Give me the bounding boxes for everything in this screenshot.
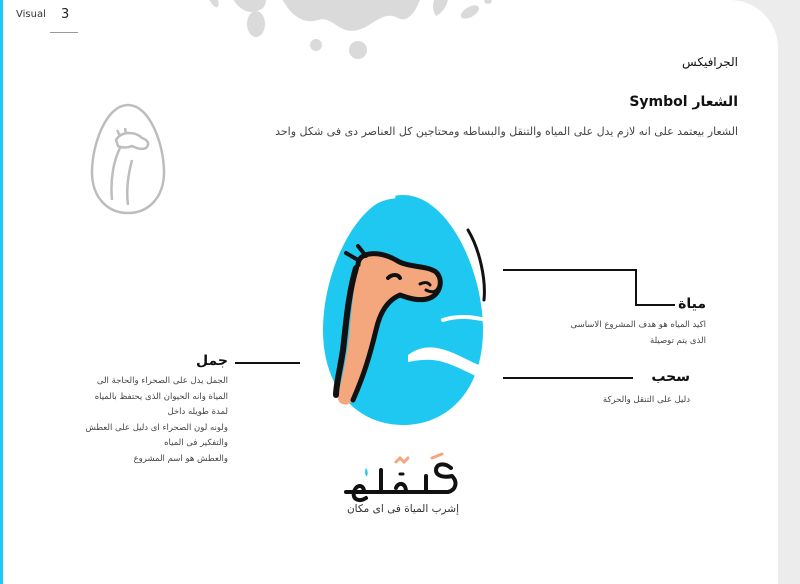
camel-callout-line-4: ولونه لون الصحراء اى دليل على العطش: [85, 422, 228, 433]
water-splash-decoration: [208, 0, 528, 80]
clouds-callout-line-1: دليل على التنقل والحركة: [602, 395, 690, 405]
section-title: الجرافيكس: [682, 55, 738, 69]
water-callout-line-h2: [635, 304, 675, 306]
camel-callout-title: جمل: [196, 353, 228, 369]
clouds-callout-title: سحب: [651, 369, 690, 385]
brand-slogan: إشرب المياة فى اى مكان: [346, 503, 460, 515]
camel-callout-line-3: لمدة طويله داخل: [167, 407, 228, 417]
camel-callout-line-6: والعطش هو اسم المشروع: [133, 453, 228, 464]
brand-wordmark: [336, 448, 466, 506]
slide-card: [3, 0, 778, 584]
symbol-heading: الشعار Symbol: [629, 94, 738, 110]
clouds-callout-line: [503, 377, 633, 379]
camel-logo-icon: [308, 190, 498, 435]
camel-sketch-icon: [88, 100, 168, 220]
water-callout-text: [506, 318, 706, 349]
symbol-description: الشعار بيعتمد على انه لازم يدل على المياه والتنقل والبساطه ومحتاجين كل العناصر دى فى شكل واحد: [275, 125, 738, 138]
clouds-callout-text: [530, 393, 690, 409]
water-callout-line-1: اكيد المياه هو هدف المشروع الاساسى: [570, 320, 706, 330]
page-number: 3: [61, 7, 70, 22]
water-callout-line-2: الذى يتم توصيلة: [650, 335, 706, 346]
water-callout-title: مياة: [678, 296, 706, 312]
camel-callout-line-1: الجمل يدل على الصحراء والحاجة الى: [96, 376, 228, 386]
camel-callout-text: [43, 374, 228, 467]
water-callout-line-h1: [503, 269, 636, 271]
camel-callout-line: [235, 362, 300, 364]
camel-callout-line-2: المياة وانه الحيوان الذى يحتفظ بالمياه: [94, 391, 228, 402]
page-number-underline: [50, 32, 78, 33]
header-label: Visual: [16, 9, 46, 20]
camel-callout-line-5: والتفكير فى المياه: [164, 438, 228, 448]
water-callout-line-v: [635, 269, 637, 305]
scrollbar-track[interactable]: [778, 0, 800, 584]
